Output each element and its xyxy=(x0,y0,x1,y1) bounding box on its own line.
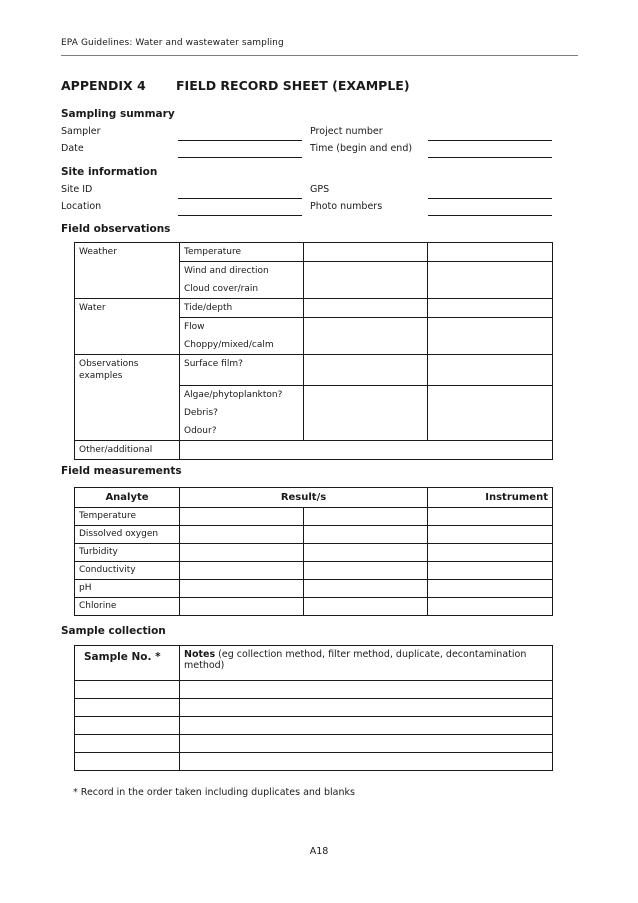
weather-label: Weather xyxy=(75,243,180,262)
table-row xyxy=(75,735,553,753)
observation-cell[interactable] xyxy=(428,262,553,299)
form-row-site-id xyxy=(61,184,556,200)
field-measurements-heading: Field measurements xyxy=(61,465,182,477)
header-rule xyxy=(61,55,578,56)
observation-cell[interactable] xyxy=(428,243,553,262)
field-observations-table xyxy=(74,242,553,460)
running-header: EPA Guidelines: Water and wastewater sampling xyxy=(61,38,284,48)
notes-cell[interactable] xyxy=(180,717,553,735)
table-row xyxy=(75,699,553,717)
table-row xyxy=(75,262,553,281)
instrument-cell[interactable] xyxy=(428,508,553,526)
project-number-field[interactable] xyxy=(428,140,552,141)
site-id-field[interactable] xyxy=(178,198,302,199)
result-cell[interactable] xyxy=(304,580,428,598)
observation-cell[interactable] xyxy=(304,318,428,355)
observation-item: Tide/depth xyxy=(180,299,304,318)
sampler-field[interactable] xyxy=(178,140,302,141)
instrument-cell[interactable] xyxy=(428,526,553,544)
appendix-label: APPENDIX 4 xyxy=(61,78,146,93)
observation-item: Odour? xyxy=(180,422,304,441)
result-cell[interactable] xyxy=(304,508,428,526)
sample-no-cell[interactable] xyxy=(75,681,180,699)
table-row xyxy=(75,385,553,404)
table-row xyxy=(75,753,553,771)
observation-item: Cloud cover/rain xyxy=(180,280,304,299)
table-row xyxy=(75,526,553,544)
result-cell[interactable] xyxy=(304,562,428,580)
result-cell[interactable] xyxy=(180,580,304,598)
date-field[interactable] xyxy=(178,157,302,158)
observation-item: Debris? xyxy=(180,404,304,422)
sampler-label: Sampler xyxy=(61,126,101,137)
result-cell[interactable] xyxy=(180,526,304,544)
sample-no-cell[interactable] xyxy=(75,735,180,753)
field-measurements-table xyxy=(74,487,553,616)
gps-field[interactable] xyxy=(428,198,552,199)
form-row-sampler xyxy=(61,126,556,142)
observation-cell[interactable] xyxy=(304,355,428,386)
notes-cell[interactable] xyxy=(180,699,553,717)
instrument-column-header: Instrument xyxy=(428,488,553,508)
sheet-title: FIELD RECORD SHEET (EXAMPLE) xyxy=(176,78,410,93)
table-row xyxy=(75,318,553,337)
table-row xyxy=(75,544,553,562)
observation-item: Algae/phytoplankton? xyxy=(180,385,304,404)
time-field[interactable] xyxy=(428,157,552,158)
result-cell[interactable] xyxy=(304,598,428,616)
analyte-column-header: Analyte xyxy=(75,488,180,508)
footnote: * Record in the order taken including duplicates and blanks xyxy=(73,787,355,798)
result-cell[interactable] xyxy=(180,508,304,526)
analyte-cell: Conductivity xyxy=(75,562,180,580)
gps-label: GPS xyxy=(310,184,330,195)
observation-item: Choppy/mixed/calm xyxy=(180,336,304,355)
table-row xyxy=(75,717,553,735)
instrument-cell[interactable] xyxy=(428,544,553,562)
observation-item: Surface film? xyxy=(180,355,304,386)
analyte-cell: Chlorine xyxy=(75,598,180,616)
observation-item: Flow xyxy=(180,318,304,337)
observation-cell[interactable] xyxy=(428,299,553,318)
observation-item: Wind and direction xyxy=(180,262,304,281)
instrument-cell[interactable] xyxy=(428,598,553,616)
table-row xyxy=(75,243,553,262)
field-observations-heading: Field observations xyxy=(61,223,171,235)
result-cell[interactable] xyxy=(180,598,304,616)
sample-collection-heading: Sample collection xyxy=(61,625,166,637)
instrument-cell[interactable] xyxy=(428,562,553,580)
observations-label-cont xyxy=(75,385,180,440)
observation-cell[interactable] xyxy=(304,262,428,299)
sample-no-cell[interactable] xyxy=(75,717,180,735)
table-row xyxy=(75,580,553,598)
analyte-cell: Temperature xyxy=(75,508,180,526)
table-row xyxy=(75,440,553,459)
analyte-cell: pH xyxy=(75,580,180,598)
weather-label-cont xyxy=(75,262,180,299)
result-cell[interactable] xyxy=(304,526,428,544)
sample-no-column-header: Sample No. * xyxy=(75,646,180,681)
observations-label: Observations examples xyxy=(75,355,180,386)
sampling-summary-heading: Sampling summary xyxy=(61,108,175,120)
other-additional-label: Other/additional xyxy=(75,440,180,459)
location-label: Location xyxy=(61,201,102,212)
analyte-cell: Dissolved oxygen xyxy=(75,526,180,544)
photo-numbers-label: Photo numbers xyxy=(310,201,383,212)
analyte-cell: Turbidity xyxy=(75,544,180,562)
instrument-cell[interactable] xyxy=(428,580,553,598)
sample-collection-table xyxy=(74,645,553,771)
notes-description: (eg collection method, filter method, duplicate, decontamination method) xyxy=(184,649,527,671)
site-information-heading: Site information xyxy=(61,166,158,178)
result-cell[interactable] xyxy=(180,562,304,580)
observation-item: Temperature xyxy=(180,243,304,262)
table-row xyxy=(75,681,553,699)
table-row xyxy=(75,299,553,318)
table-row xyxy=(75,355,553,386)
table-header-row xyxy=(75,488,553,508)
table-row xyxy=(75,598,553,616)
observation-cell[interactable] xyxy=(428,355,553,386)
other-additional-cell[interactable] xyxy=(180,440,553,459)
photo-numbers-field[interactable] xyxy=(428,215,552,216)
table-header-row xyxy=(75,646,553,681)
notes-cell[interactable] xyxy=(180,735,553,753)
sample-no-cell[interactable] xyxy=(75,699,180,717)
form-row-location xyxy=(61,201,556,217)
observation-cell[interactable] xyxy=(304,299,428,318)
table-row xyxy=(75,508,553,526)
project-number-label: Project number xyxy=(310,126,383,137)
notes-cell[interactable] xyxy=(180,681,553,699)
form-row-date xyxy=(61,143,556,159)
result-cell[interactable] xyxy=(304,544,428,562)
observation-cell[interactable] xyxy=(428,385,553,440)
time-label: Time (begin and end) xyxy=(310,143,413,154)
page-number: A18 xyxy=(309,846,329,857)
date-label: Date xyxy=(61,143,84,154)
water-label-cont xyxy=(75,318,180,355)
result-cell[interactable] xyxy=(180,544,304,562)
observation-cell[interactable] xyxy=(304,243,428,262)
notes-cell[interactable] xyxy=(180,753,553,771)
notes-column-header xyxy=(180,646,553,681)
results-column-header: Result/s xyxy=(180,488,428,508)
water-label: Water xyxy=(75,299,180,318)
table-row xyxy=(75,562,553,580)
site-id-label: Site ID xyxy=(61,184,93,195)
observation-cell[interactable] xyxy=(304,385,428,440)
observation-cell[interactable] xyxy=(428,318,553,355)
sample-no-cell[interactable] xyxy=(75,753,180,771)
notes-label: Notes xyxy=(184,649,216,660)
location-field[interactable] xyxy=(178,215,302,216)
